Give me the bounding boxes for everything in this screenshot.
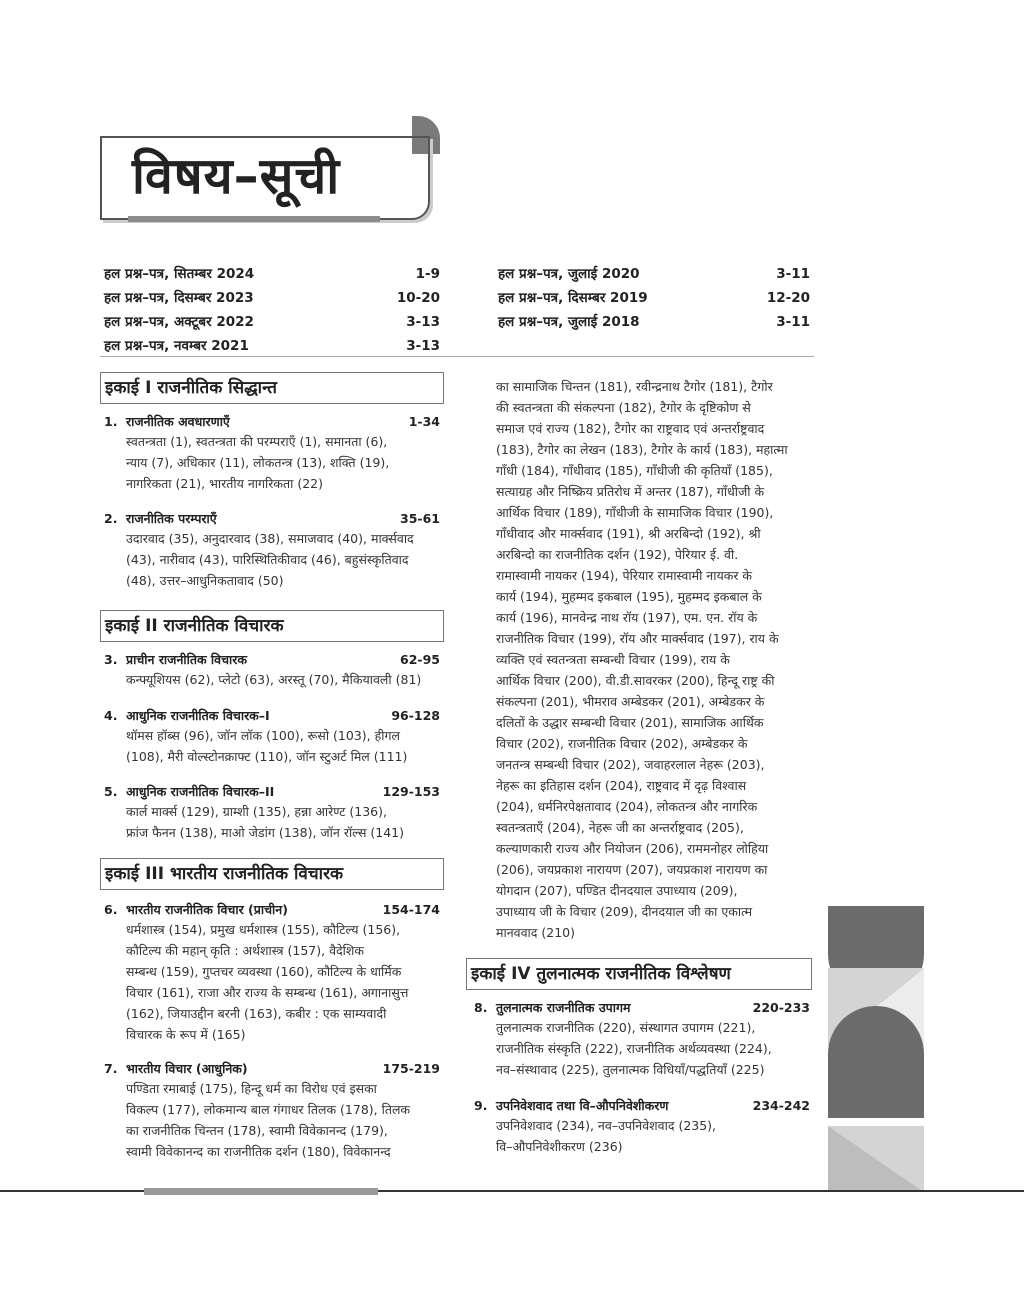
unit-heading: इकाई III भारतीय राजनीतिक विचारक	[100, 858, 444, 890]
chapter-entry	[104, 781, 440, 843]
chapter-pages: 1-34	[408, 414, 440, 429]
footer-accent-bar	[144, 1188, 378, 1195]
unit-heading: इकाई II राजनीतिक विचारक	[100, 610, 444, 642]
chapter-topics: उपनिवेशवाद (234), नव–उपनिवेशवाद (235), वि–औपनिवेशीकरण (236)	[496, 1118, 717, 1154]
title-underline	[128, 216, 380, 222]
chapter-entry	[104, 411, 440, 494]
chapter-topics: थॉमस हॉब्स (96), जॉन लॉक (100), रूसो (103), हीगल (108), मैरी वोल्स्टोनक्राफ्ट (110), जॉन स्टुअर्ट मिल (111)	[126, 728, 408, 764]
solved-paper-item: हल प्रश्न–पत्र, नवम्बर 2021 3-13	[104, 338, 440, 354]
chapter-number: 6.	[104, 902, 118, 917]
section-divider	[100, 356, 814, 357]
chapter-title: उपनिवेशवाद तथा वि–औपनिवेशीकरण	[496, 1098, 669, 1113]
chapter-7-continuation: का सामाजिक चिन्तन (181), रवीन्द्रनाथ टैगोर (181), टैगोर की स्वतन्त्रता की संकल्पना (182), टैगोर के दृष्टिकोण से समाज एवं राज्य (182), टैगोर का राष्ट्रवाद एवं अन्तर्राष्ट्रवाद (183), टैगोर का लेखन (183), टैगोर के कार्य (183), महात्मा गाँधी (184), गाँधीवाद (185), गाँधीजी की कृतियाँ (185), सत्याग्रह और निष्क्रिय प्रतिरोध में अन्तर (187), गाँधीजी के आर्थिक विचार (189), गाँधीजी के सामाजिक विचार (190), गाँधीवाद और मार्क्सवाद (191), श्री अरबिन्दो (192), श्री अरबिन्दो का राजनीतिक दर्शन (192), पेरियार ई. वी. रामास्वामी नायकर (194), पेरियार रामास्वामी नायकर के कार्य (194), मुहम्मद इकबाल (195), मुहम्मद इकबाल के कार्य (196), मानवेन्द्र नाथ रॉय (197), एम. एन. रॉय के राजनीतिक विचार (199), रॉय और मार्क्सवाद (197), राय के व्यक्ति एवं स्वतन्त्रता सम्बन्धी विचार (199), राय के आर्थिक विचार (200), वी.डी.सावरकर (200), हिन्दू राष्ट्र की संकल्पना (201), भीमराव अम्बेडकर (201), अम्बेडकर के दलितों के उद्धार सम्बन्धी विचार (201), सामाजिक आर्थिक विचार (202), राजनीतिक विचार (202), अम्बेडकर के जनतन्त्र सम्बन्धी विचार (202), जवाहरलाल नेहरू (203), नेहरू का इतिहास दर्शन (204), राष्ट्रवाद में दृढ़ विश्वास (204), धर्मनिरपेक्षतावाद (204), लोकतन्त्र और नागरिक स्वतन्त्रताएँ (204), नेहरू जी का अन्तर्राष्ट्रवाद (205), कल्याणकारी राज्य और नियोजन (206), राममनोहर लोहिया (206), जयप्रकाश नारायण (207), जयप्रकाश नारायण का योगदान (207), पण्डित दीनदयाल उपाध्याय (209), उपाध्याय जी के विचार (209), दीनदयाल जी का एकात्म मानववाद (210)	[496, 379, 788, 940]
chapter-number: 1.	[104, 414, 118, 429]
chapter-pages: 175-219	[382, 1061, 440, 1076]
chapter-entry	[474, 997, 810, 1080]
chapter-title: तुलनात्मक राजनीतिक उपागम	[496, 1000, 631, 1015]
chapter-entry	[104, 705, 440, 767]
chapter-pages: 234-242	[752, 1098, 810, 1113]
chapter-topics: तुलनात्मक राजनीतिक (220), संस्थागत उपागम (221), राजनीतिक संस्कृति (222), राजनीतिक अर्थव्यवस्था (224), नव–संस्थावाद (225), तुलनात्मक विधियाँ/पद्धतियाँ (225)	[496, 1020, 772, 1077]
chapter-topics: कन्फ्यूशियस (62), प्लेटो (63), अरस्तू (70), मैकियावली (81)	[126, 672, 422, 687]
chapter-pages: 96-128	[391, 708, 440, 723]
chapter-topics: उदारवाद (35), अनुदारवाद (38), समाजवाद (40), मार्क्सवाद (43), नारीवाद (43), पारिस्थितिकीवाद (46), बहुसंस्कृतिवाद (48), उत्तर–आधुनिकतावाद (50)	[126, 531, 414, 588]
decorative-geometric-shapes	[828, 906, 924, 1192]
unit-heading: इकाई IV तुलनात्मक राजनीतिक विश्लेषण	[466, 958, 812, 990]
solved-paper-item: हल प्रश्न–पत्र, दिसम्बर 2023 10-20	[104, 290, 440, 306]
chapter-number: 9.	[474, 1098, 488, 1113]
chapter-title: भारतीय राजनीतिक विचार (प्राचीन)	[126, 902, 288, 917]
solved-paper-item: हल प्रश्न–पत्र, अक्टूबर 2022 3-13	[104, 314, 440, 330]
chapter-entry	[104, 899, 440, 1045]
chapter-number: 8.	[474, 1000, 488, 1015]
chapter-title: आधुनिक राजनीतिक विचारक–I	[126, 708, 270, 723]
solved-paper-item: हल प्रश्न–पत्र, जुलाई 2020 3-11	[498, 266, 810, 282]
chapter-pages: 62-95	[400, 652, 440, 667]
chapter-number: 5.	[104, 784, 118, 799]
chapter-entry	[104, 508, 440, 591]
page-title: विषय–सूची	[132, 147, 341, 205]
chapter-pages: 35-61	[400, 511, 440, 526]
solved-paper-item: हल प्रश्न–पत्र, सितम्बर 2024 1-9	[104, 266, 440, 282]
solved-papers-right	[498, 262, 810, 334]
chapter-entry	[474, 1095, 810, 1157]
chapter-number: 2.	[104, 511, 118, 526]
chapter-number: 7.	[104, 1061, 118, 1076]
chapter-number: 4.	[104, 708, 118, 723]
chapter-topics: कार्ल मार्क्स (129), ग्राम्शी (135), हन्ना आरेण्ट (136), फ्रांज फैनन (138), माओ जेडांग (138), जॉन रॉल्स (141)	[126, 804, 405, 840]
chapter-topics: धर्मशास्त्र (154), प्रमुख धर्मशास्त्र (155), कौटिल्य (156), कौटिल्य की महान् कृति : अर्थशास्त्र (157), वैदेशिक सम्बन्ध (159), गुप्तचर व्यवस्था (160), कौटिल्य के धार्मिक विचार (161), राजा और राज्य के सम्बन्ध (161), अगानासुत्त (162), जियाउद्दीन बरनी (163), कबीर : एक साम्यवादी विचारक के रूप में (165)	[126, 922, 409, 1042]
solved-paper-item: हल प्रश्न–पत्र, जुलाई 2018 3-11	[498, 314, 810, 330]
solved-paper-item: हल प्रश्न–पत्र, दिसम्बर 2019 12-20	[498, 290, 810, 306]
chapter-title: राजनीतिक परम्पराएँ	[126, 511, 217, 526]
chapter-pages: 220-233	[752, 1000, 810, 1015]
chapter-title: आधुनिक राजनीतिक विचारक–II	[126, 784, 275, 799]
chapter-number: 3.	[104, 652, 118, 667]
unit-heading: इकाई I राजनीतिक सिद्धान्त	[100, 372, 444, 404]
chapter-pages: 129-153	[382, 784, 440, 799]
chapter-topics: स्वतन्त्रता (1), स्वतन्त्रता की परम्पराएँ (1), समानता (6), न्याय (7), अधिकार (11), लोकतन्त्र (13), शक्ति (19), नागरिकता (21), भारतीय नागरिकता (22)	[126, 434, 390, 491]
chapter-entry	[104, 649, 440, 690]
chapter-entry	[104, 1058, 440, 1162]
solved-papers-left	[104, 262, 440, 358]
chapter-pages: 154-174	[382, 902, 440, 917]
chapter-topics: पण्डिता रमाबाई (175), हिन्दू धर्म का विरोध एवं इसका विकल्प (177), लोकमान्य बाल गंगाधर तिलक (178), तिलक का राजनीतिक चिन्तन (178), स्वामी विवेकानन्द (179), स्वामी विवेकानन्द का राजनीतिक दर्शन (180), विवेकानन्द	[126, 1081, 411, 1159]
chapter-title: भारतीय विचार (आधुनिक)	[126, 1061, 248, 1076]
chapter-title: प्राचीन राजनीतिक विचारक	[126, 652, 248, 667]
chapter-title: राजनीतिक अवधारणाएँ	[126, 414, 230, 429]
